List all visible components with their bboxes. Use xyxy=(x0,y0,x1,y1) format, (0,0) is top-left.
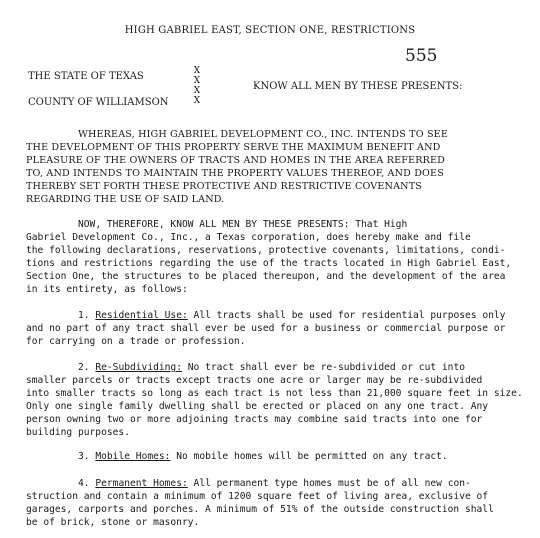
covenant-text: No mobile homes will be permitted on any tract. xyxy=(176,451,448,462)
covenant-item xyxy=(26,450,526,463)
covenant-number: 4. xyxy=(78,478,90,489)
covenant-first-line xyxy=(26,361,526,374)
venue-mark: X xyxy=(193,96,201,106)
document-number: 555 xyxy=(405,46,438,66)
covenant-number: 2. xyxy=(78,362,90,373)
now-line: NOW, THEREFORE, KNOW ALL MEN BY THESE PRESENTS: That High xyxy=(78,219,408,230)
whereas-line: WHEREAS, HIGH GABRIEL DEVELOPMENT CO., INC. INTENDS TO SEE xyxy=(78,129,448,140)
whereas-line: THE DEVELOPMENT OF THIS PROPERTY SERVE THE MAXIMUM BENEFIT AND xyxy=(26,142,441,153)
whereas-line: THEREBY SET FORTH THESE PROTECTIVE AND RESTRICTIVE COVENANTS xyxy=(26,181,422,192)
covenant-item xyxy=(26,361,526,439)
document-title: HIGH GABRIEL EAST, SECTION ONE, RESTRICTIONS xyxy=(124,25,416,36)
covenant-text: All permanent type homes must be of all new con- xyxy=(193,478,471,489)
covenant-item xyxy=(26,309,526,348)
whereas-line: REGARDING THE USE OF SAID LAND. xyxy=(26,194,225,205)
covenant-heading: Re-Subdividing: xyxy=(95,362,182,373)
covenant-first-line xyxy=(26,477,526,490)
now-line: tions and restrictions regarding the use of the tracts located in High Gabriel East, xyxy=(26,258,512,269)
now-line: Gabriel Development Co., Inc., a Texas corporation, does hereby make and file xyxy=(26,232,471,243)
venue-block xyxy=(28,64,169,116)
covenant-heading: Permanent Homes: xyxy=(95,478,188,489)
covenant-line: garages, carports and porches. A minimum of 51% of the outside construction shall xyxy=(26,504,494,515)
covenant-number: 1. xyxy=(78,310,90,321)
covenant-first-line xyxy=(26,309,526,322)
covenant-line: Only one single family dwelling shall be erected or placed on any one tract. Any xyxy=(26,401,489,412)
covenant-text: All tracts shall be used for residential purposes only xyxy=(193,310,506,321)
whereas-paragraph xyxy=(26,128,526,206)
venue-mark: X xyxy=(193,76,201,86)
covenant-line: struction and contain a minimum of 1200 square feet of living area, exclusive of xyxy=(26,491,489,502)
covenant-number: 3. xyxy=(78,451,90,462)
covenant-line: person owning two or more adjoining tracts may combine said tracts into one for xyxy=(26,414,483,425)
covenant-item xyxy=(26,477,526,529)
covenant-line: be of brick, stone or masonry. xyxy=(26,517,200,528)
venue-bracket-marks xyxy=(192,66,202,106)
venue-county: COUNTY OF WILLIAMSON xyxy=(28,97,169,108)
covenant-heading: Mobile Homes: xyxy=(95,451,171,462)
now-line: the following declarations, reservations, protective covenants, limitations, condi- xyxy=(26,245,506,256)
covenant-first-line xyxy=(26,450,526,463)
covenant-line: for carrying on a trade or profession. xyxy=(26,336,246,347)
venue-state: THE STATE OF TEXAS xyxy=(28,71,144,82)
whereas-line: PLEASURE OF THE OWNERS OF TRACTS AND HOMES IN THE AREA REFERRED xyxy=(26,155,445,166)
venue-mark: X xyxy=(193,66,201,76)
covenant-line: smaller parcels or tracts except tracts one acre or larger may be re-subdivided xyxy=(26,375,483,386)
now-line: in its entirety, as follows: xyxy=(26,284,188,295)
now-therefore-paragraph xyxy=(26,218,526,296)
whereas-line: TO, AND INTENDS TO MAINTAIN THE PROPERTY VALUES THEREOF, AND DOES xyxy=(26,168,444,179)
covenant-line: into smaller tracts so long as each tract is not less than 21,000 square feet in size. xyxy=(26,388,523,399)
know-all-heading: KNOW ALL MEN BY THESE PRESENTS: xyxy=(253,81,463,92)
covenant-text: No tract shall ever be re-subdivided or cut into xyxy=(187,362,466,373)
covenant-heading: Residential Use: xyxy=(95,310,188,321)
covenant-line: building purposes. xyxy=(26,427,130,438)
now-line: Section One, the structures to be placed thereupon, and the development of the area xyxy=(26,271,506,282)
venue-mark: X xyxy=(193,86,201,96)
covenant-line: and no part of any tract shall ever be used for a business or commercial purpose or xyxy=(26,323,506,334)
